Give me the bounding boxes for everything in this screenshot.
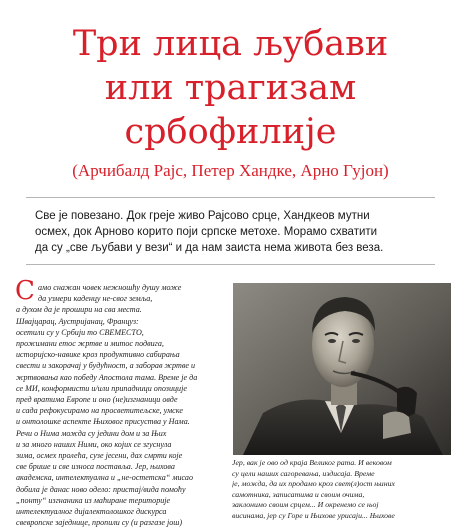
body-line: свести и закорачај у будућност, а заборав жртве и (16, 361, 195, 371)
photo-caption (232, 458, 454, 521)
title-line: србофилије (124, 112, 337, 152)
caption-line: Јер, вак је ово од краја Великог рата. И вековом (232, 458, 392, 467)
drop-cap: С (15, 276, 35, 306)
body-line: осетили су у Србији то СВЕМЕСТО, (16, 327, 144, 337)
body-line: и сада рефокусирамо на просветитељске, умске (16, 406, 183, 416)
body-line: се МИ, конформисти и/или припадници опозиције (16, 383, 187, 393)
article-subtitle: (Арчибалд Рајс, Петер Хандке, Арно Гујон) (72, 161, 389, 180)
body-line: интелектуалног дијалектолошког дискурса (16, 507, 167, 517)
title-line: или трагизам (104, 68, 357, 108)
lead-line: осмех, док Арновo корито поји српске метохе. Морамо схватити (35, 226, 378, 238)
body-line: и онтолошке аспекте Њиховог присуства у Нама. (16, 417, 190, 427)
body-line: Речи о Нима можда су једини дом и за Њих (16, 428, 167, 438)
body-line: амо снажан човек нежношћу душу може (38, 283, 182, 292)
caption-line: висинама, јер су Горе и Њихове урисаји... Њихове (232, 510, 395, 520)
caption-line: су цели наших сагоревања, издисаја. Време (232, 468, 375, 478)
body-line: Швајцарац, Аустријанац, Француз: (16, 316, 139, 326)
portrait-photo (233, 283, 451, 455)
body-line: пред вратима Европе и оно (не)изгнаници овде (16, 395, 178, 405)
body-line: зима, осмех пролећа, сузе јесени, дах смрти које (16, 451, 183, 461)
caption-line: самотника, записатима и своим очима, (232, 489, 365, 499)
body-text-column (16, 282, 224, 528)
body-line: жртвовања као победу Апостола тама. Време је да (16, 372, 198, 382)
lead-paragraph (35, 208, 427, 256)
caption-line: је, можда, да их продамо кроз свет(л)ост њиних (232, 479, 395, 488)
title-line: Три лица љубави (72, 24, 389, 64)
body-line: „понту“ изгнаника из маћиране територије (16, 495, 171, 505)
body-line: свевропске заједнице, пропили су (и разгазе још) (16, 518, 183, 528)
body-line: добила је данас ново одело: пристај/вида помоћу (16, 484, 186, 494)
body-line: историјско-навике кроз продуктивно сабирања (16, 350, 180, 360)
body-line: и за много наших Ними, око којих се згуснула (16, 439, 172, 449)
body-line: прожимани етос жртве и митос подвига, (16, 339, 164, 349)
caption-line: заклонимо своим срцем... И окренемо се њој (232, 500, 379, 509)
body-line: академска, интелектуална и „не-остетска“ мисао (16, 473, 194, 483)
body-line: а духом да је прошири на сва места. (16, 305, 142, 315)
article-title (0, 22, 461, 154)
divider-bottom (26, 264, 435, 265)
body-line: да узмери каденцу не-свог земља, (38, 294, 153, 304)
lead-line: Све је повезано. Док греје живо Рајсово срце, Хандкеов мутни (35, 210, 370, 222)
body-line: све брише и све износа поставља. Јер, њихова (16, 462, 175, 472)
lead-line: да су „све љубави у вези“ и да нам заиста нема живота без веза. (35, 242, 384, 254)
divider-top (26, 197, 435, 198)
